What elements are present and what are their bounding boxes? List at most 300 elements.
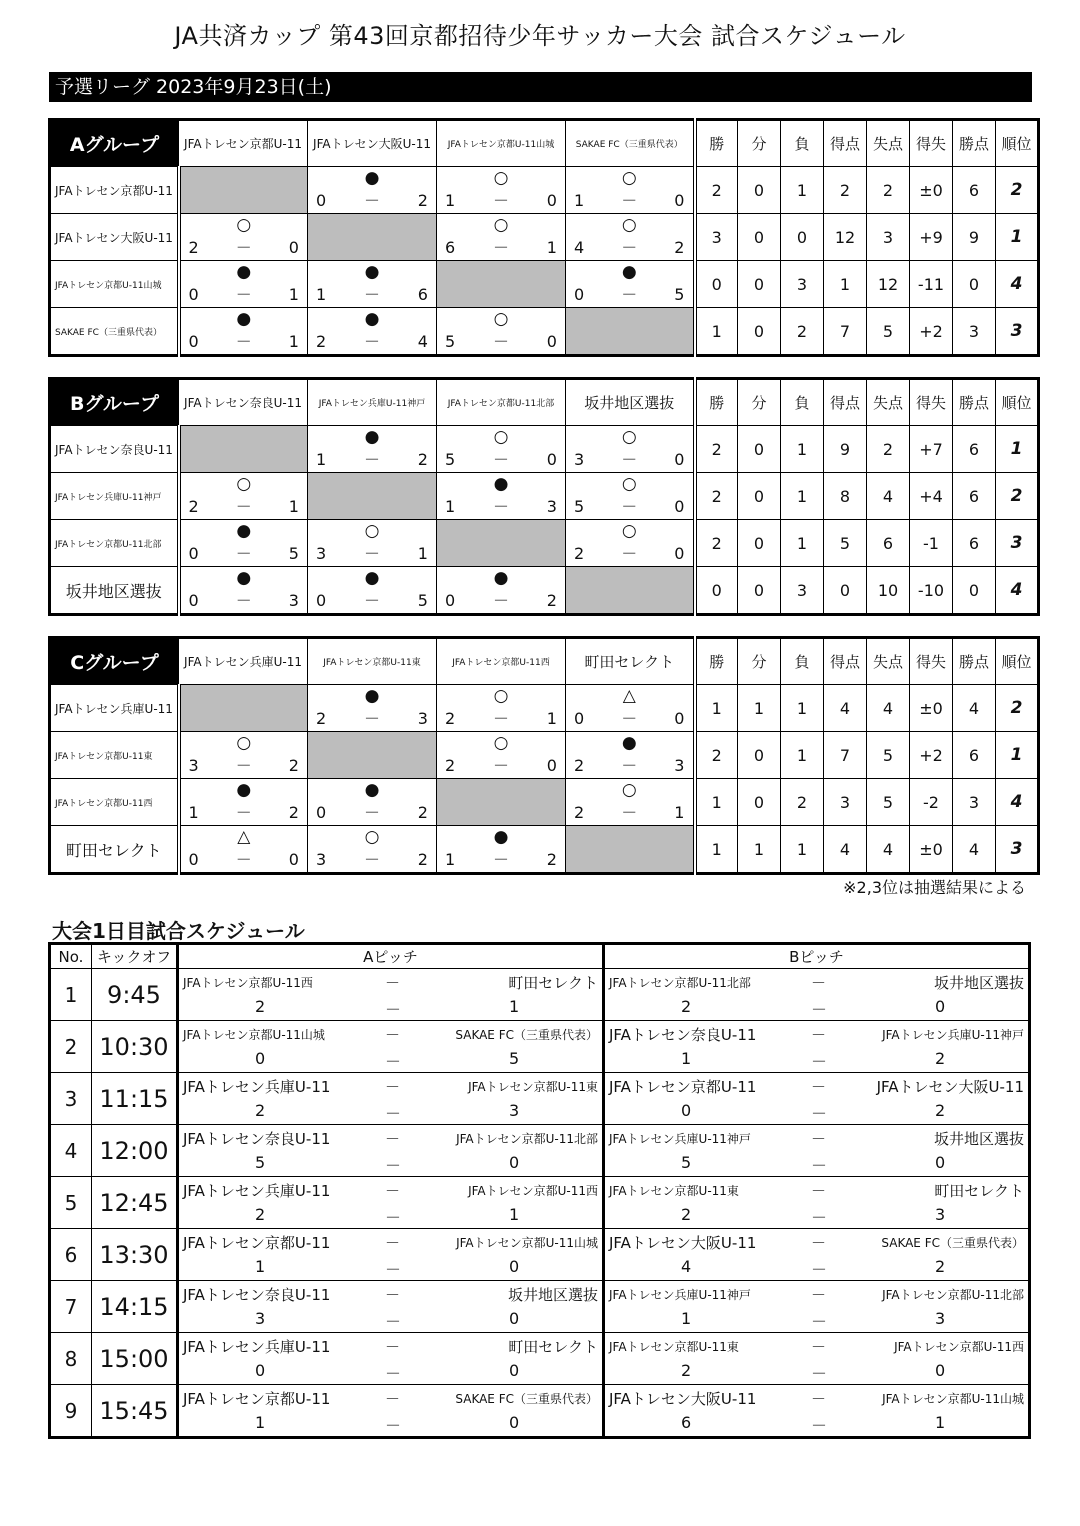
score-for: 4: [574, 238, 585, 257]
stat-value: +2: [910, 308, 953, 356]
header-pitch-a: Aピッチ: [178, 944, 604, 969]
score-against: 0: [674, 191, 685, 210]
score-dash: －: [235, 591, 252, 610]
score-dash: －: [492, 238, 509, 257]
score-against: 2: [417, 850, 428, 869]
score-dash: －: [385, 1208, 402, 1227]
result-mark: ○: [236, 474, 252, 494]
stat-header: 得失: [910, 120, 953, 167]
score-dash: －: [385, 1260, 402, 1279]
self-match-cell: [308, 732, 437, 779]
kickoff-time: 10:30: [92, 1021, 178, 1073]
score-dash: －: [235, 238, 252, 257]
away-team: JFAトレセン京都U-11東: [468, 1080, 598, 1094]
result-mark: ○: [493, 733, 509, 753]
header-no: No.: [50, 944, 92, 969]
match-result-cell: [179, 261, 308, 308]
header-kickoff: キックオフ: [92, 944, 178, 969]
score-for: 3: [316, 544, 327, 563]
match-result-cell: [566, 426, 695, 473]
score-dash: －: [811, 1364, 828, 1383]
score-dash: －: [385, 1416, 402, 1435]
self-match-cell: [179, 167, 308, 214]
group-header-team: JFAトレセン大阪U-11: [308, 120, 437, 167]
score-against: 1: [674, 803, 685, 822]
stat-value: 4: [953, 685, 996, 732]
score-dash: －: [621, 450, 638, 469]
score-dash: －: [492, 497, 509, 516]
pitch-a-match: [178, 1333, 604, 1385]
table-row: [50, 732, 1039, 779]
score-dash: －: [621, 709, 638, 728]
stat-value: 2: [695, 520, 738, 567]
stat-header: 失点: [867, 379, 910, 426]
stat-header: 失点: [867, 638, 910, 685]
score-for: 2: [316, 332, 327, 351]
score-against: 2: [546, 850, 557, 869]
stat-value: 5: [867, 308, 910, 356]
score-dash: －: [621, 544, 638, 563]
score-for: 5: [574, 497, 585, 516]
self-match-cell: [566, 567, 695, 615]
stat-value: -1: [910, 520, 953, 567]
result-mark: ●: [364, 568, 380, 588]
stat-header: 勝: [695, 638, 738, 685]
result-mark: ●: [493, 568, 509, 588]
vs-dash: －: [385, 974, 401, 992]
match-result-cell: [308, 426, 437, 473]
result-mark: ○: [493, 309, 509, 329]
stat-header: 負: [781, 379, 824, 426]
self-match-cell: [566, 826, 695, 874]
score-against: 2: [417, 191, 428, 210]
stat-header: 勝点: [953, 638, 996, 685]
stat-value: 0: [738, 732, 781, 779]
stat-value: 2: [695, 473, 738, 520]
rank-value: 2: [996, 167, 1039, 214]
away-team: JFAトレセン大阪U-11: [876, 1078, 1024, 1096]
home-team: JFAトレセン京都U-11東: [609, 1340, 739, 1354]
score-dash: －: [363, 450, 380, 469]
score-for: 0: [316, 803, 327, 822]
score-dash: －: [811, 1052, 828, 1071]
score-against: 1: [288, 332, 299, 351]
score-dash: －: [811, 1104, 828, 1123]
pitch-b-match: [604, 1125, 1030, 1177]
score-dash: －: [235, 850, 252, 869]
stat-value: 4: [824, 826, 867, 874]
stat-header: 得失: [910, 379, 953, 426]
match-result-cell: [566, 167, 695, 214]
stat-value: 2: [824, 167, 867, 214]
rank-value: 4: [996, 567, 1039, 615]
row-team-name: JFAトレセン京都U-11西: [50, 779, 179, 826]
match-result-cell: [179, 732, 308, 779]
result-mark: ●: [236, 521, 252, 541]
tiebreak-note: ※2,3位は抽選結果による: [843, 878, 1026, 897]
score-against: 3: [546, 497, 557, 516]
stat-value: 5: [824, 520, 867, 567]
pitch-b-match: [604, 1281, 1030, 1333]
score-for: 3: [316, 850, 327, 869]
stat-value: 0: [781, 214, 824, 261]
match-result-cell: [566, 685, 695, 732]
group-name: Aグループ: [50, 120, 179, 167]
result-mark: ○: [493, 686, 509, 706]
row-team-name: 坂井地区選抜: [50, 567, 179, 615]
away-score: 2: [935, 1049, 946, 1068]
stat-value: 6: [953, 473, 996, 520]
stat-value: 1: [781, 520, 824, 567]
home-team: JFAトレセン大阪U-11: [609, 1390, 757, 1408]
match-result-cell: [308, 261, 437, 308]
score-dash: －: [811, 1416, 828, 1435]
stat-value: 0: [738, 308, 781, 356]
pitch-a-match: [178, 1073, 604, 1125]
match-result-cell: [308, 567, 437, 615]
score-for: 2: [574, 803, 585, 822]
score-dash: －: [385, 1000, 402, 1019]
result-mark: ○: [364, 827, 380, 847]
stat-value: 1: [781, 473, 824, 520]
pitch-a-match: [178, 1125, 604, 1177]
stat-header: 勝: [695, 379, 738, 426]
page-title: JA共済カップ 第43回京都招待少年サッカー大会 試合スケジュール: [174, 22, 906, 50]
vs-dash: －: [811, 1078, 827, 1096]
stat-value: 9: [824, 426, 867, 473]
score-for: 1: [316, 285, 327, 304]
stat-value: 6: [953, 426, 996, 473]
schedule-row: [50, 969, 1030, 1021]
result-mark: ●: [364, 686, 380, 706]
vs-dash: －: [811, 974, 827, 992]
stat-value: 0: [824, 567, 867, 615]
stat-header: 分: [738, 120, 781, 167]
score-for: 5: [445, 332, 456, 351]
home-score: 1: [255, 1413, 266, 1432]
away-team: 町田セレクト: [508, 974, 598, 992]
table-row: [50, 520, 1039, 567]
score-against: 2: [417, 803, 428, 822]
stat-value: -2: [910, 779, 953, 826]
score-dash: －: [811, 1000, 828, 1019]
score-dash: －: [363, 191, 380, 210]
rank-value: 4: [996, 779, 1039, 826]
result-mark: △: [237, 827, 251, 847]
pitch-b-match: [604, 1229, 1030, 1281]
score-dash: －: [811, 1208, 828, 1227]
home-score: 1: [681, 1049, 692, 1068]
score-against: 0: [674, 497, 685, 516]
group-header-team: JFAトレセン京都U-11山城: [437, 120, 566, 167]
stat-value: 12: [824, 214, 867, 261]
self-match-cell: [437, 261, 566, 308]
group-table: [48, 118, 1040, 357]
pitch-b-match: [604, 1385, 1030, 1438]
stat-header: 得点: [824, 120, 867, 167]
score-against: 1: [288, 497, 299, 516]
stat-value: 0: [953, 567, 996, 615]
kickoff-time: 12:45: [92, 1177, 178, 1229]
home-team: JFAトレセン京都U-11東: [609, 1184, 739, 1198]
stat-value: 1: [781, 426, 824, 473]
match-result-cell: [437, 567, 566, 615]
schedule-row: [50, 1385, 1030, 1438]
stat-header: 勝点: [953, 379, 996, 426]
score-for: 1: [316, 450, 327, 469]
kickoff-time: 13:30: [92, 1229, 178, 1281]
match-no: 6: [50, 1229, 92, 1281]
row-team-name: SAKAE FC（三重県代表）: [50, 308, 179, 356]
away-team: JFAトレセン京都U-11西: [894, 1340, 1024, 1354]
vs-dash: －: [385, 1078, 401, 1096]
stat-value: 7: [824, 308, 867, 356]
row-team-name: JFAトレセン京都U-11東: [50, 732, 179, 779]
home-team: JFAトレセン大阪U-11: [609, 1234, 757, 1252]
score-for: 2: [188, 238, 199, 257]
home-score: 4: [681, 1257, 692, 1276]
stat-value: 1: [781, 685, 824, 732]
away-score: 0: [509, 1361, 520, 1380]
stat-value: 0: [738, 426, 781, 473]
away-team: 坂井地区選抜: [933, 1130, 1024, 1148]
home-score: 5: [681, 1153, 692, 1172]
away-team: 町田セレクト: [934, 1182, 1024, 1200]
home-score: 3: [255, 1309, 266, 1328]
score-dash: －: [235, 803, 252, 822]
score-against: 0: [674, 709, 685, 728]
self-match-cell: [437, 520, 566, 567]
home-team: JFAトレセン兵庫U-11神戸: [609, 1132, 751, 1146]
match-result-cell: [179, 779, 308, 826]
schedule-row: [50, 1177, 1030, 1229]
table-row: [50, 214, 1039, 261]
away-team: SAKAE FC（三重県代表）: [455, 1028, 598, 1042]
score-dash: －: [621, 497, 638, 516]
stat-value: 6: [953, 520, 996, 567]
away-team: 坂井地区選抜: [933, 974, 1024, 992]
away-score: 0: [509, 1413, 520, 1432]
score-against: 6: [417, 285, 428, 304]
away-team: JFAトレセン京都U-11西: [468, 1184, 598, 1198]
score-for: 0: [188, 285, 199, 304]
home-score: 0: [681, 1101, 692, 1120]
result-mark: ○: [621, 474, 637, 494]
score-dash: －: [811, 1312, 828, 1331]
score-against: 1: [417, 544, 428, 563]
vs-dash: －: [385, 1286, 401, 1304]
vs-dash: －: [811, 1390, 827, 1408]
stat-value: 4: [867, 826, 910, 874]
stat-value: 0: [738, 520, 781, 567]
table-row: [50, 473, 1039, 520]
stat-value: 1: [738, 685, 781, 732]
stat-value: 1: [695, 685, 738, 732]
match-no: 8: [50, 1333, 92, 1385]
away-team: JFAトレセン京都U-11北部: [456, 1132, 598, 1146]
score-for: 3: [188, 756, 199, 775]
stat-value: 0: [695, 261, 738, 308]
stat-value: 0: [738, 473, 781, 520]
stat-value: +7: [910, 426, 953, 473]
pitch-b-match: [604, 1333, 1030, 1385]
table-row: [50, 685, 1039, 732]
stat-value: 1: [781, 167, 824, 214]
schedule-row: [50, 1021, 1030, 1073]
table-row: [50, 167, 1039, 214]
self-match-cell: [437, 779, 566, 826]
group-header-team: JFAトレセン兵庫U-11: [179, 638, 308, 685]
match-result-cell: [566, 732, 695, 779]
vs-dash: －: [811, 1130, 827, 1148]
home-score: 2: [681, 1205, 692, 1224]
row-team-name: JFAトレセン京都U-11: [50, 167, 179, 214]
match-no: 7: [50, 1281, 92, 1333]
vs-dash: －: [811, 1234, 827, 1252]
score-dash: －: [363, 591, 380, 610]
table-row: [50, 779, 1039, 826]
result-mark: ○: [621, 168, 637, 188]
match-no: 9: [50, 1385, 92, 1438]
score-dash: －: [621, 803, 638, 822]
stat-value: 2: [781, 779, 824, 826]
pitch-b-match: [604, 1177, 1030, 1229]
away-team: JFAトレセン京都U-11山城: [882, 1392, 1024, 1406]
vs-dash: －: [811, 1338, 827, 1356]
result-mark: ○: [236, 733, 252, 753]
stat-value: 2: [695, 732, 738, 779]
away-team: SAKAE FC（三重県代表）: [881, 1236, 1024, 1250]
rank-value: 1: [996, 214, 1039, 261]
match-result-cell: [179, 214, 308, 261]
match-result-cell: [566, 779, 695, 826]
schedule-row: [50, 1125, 1030, 1177]
score-dash: －: [363, 803, 380, 822]
stat-value: 2: [695, 426, 738, 473]
group-table: [48, 377, 1040, 616]
score-for: 1: [445, 850, 456, 869]
score-against: 1: [288, 285, 299, 304]
score-against: 5: [417, 591, 428, 610]
result-mark: ●: [364, 262, 380, 282]
self-match-cell: [566, 308, 695, 356]
home-score: 6: [681, 1413, 692, 1432]
group-header-team: 坂井地区選抜: [566, 379, 695, 426]
group-name: Bグループ: [50, 379, 179, 426]
score-for: 3: [574, 450, 585, 469]
stat-value: 1: [738, 826, 781, 874]
away-score: 3: [935, 1205, 946, 1224]
score-for: 0: [574, 285, 585, 304]
score-dash: －: [235, 497, 252, 516]
score-against: 2: [417, 450, 428, 469]
stat-value: -10: [910, 567, 953, 615]
self-match-cell: [308, 473, 437, 520]
result-mark: ●: [364, 780, 380, 800]
stat-value: +2: [910, 732, 953, 779]
away-score: 0: [935, 1153, 946, 1172]
away-score: 0: [509, 1257, 520, 1276]
pitch-b-match: [604, 1073, 1030, 1125]
away-score: 0: [509, 1309, 520, 1328]
score-against: 5: [674, 285, 685, 304]
score-for: 1: [445, 191, 456, 210]
score-for: 0: [188, 544, 199, 563]
stat-header: 分: [738, 638, 781, 685]
score-for: 0: [316, 191, 327, 210]
pitch-a-match: [178, 1177, 604, 1229]
match-result-cell: [308, 167, 437, 214]
score-for: 2: [445, 709, 456, 728]
score-dash: －: [811, 1260, 828, 1279]
stat-value: 6: [953, 167, 996, 214]
score-dash: －: [385, 1312, 402, 1331]
score-dash: －: [235, 285, 252, 304]
home-team: JFAトレセン奈良U-11: [183, 1130, 331, 1148]
stat-value: 1: [695, 308, 738, 356]
schedule-row: [50, 1073, 1030, 1125]
stat-value: 3: [781, 261, 824, 308]
stat-value: 2: [867, 167, 910, 214]
stat-value: 4: [824, 685, 867, 732]
score-dash: －: [235, 544, 252, 563]
row-team-name: JFAトレセン奈良U-11: [50, 426, 179, 473]
stat-value: 12: [867, 261, 910, 308]
stat-value: 6: [953, 732, 996, 779]
match-no: 1: [50, 969, 92, 1021]
rank-value: 1: [996, 732, 1039, 779]
row-team-name: JFAトレセン兵庫U-11神戸: [50, 473, 179, 520]
score-against: 0: [674, 544, 685, 563]
away-team: JFAトレセン京都U-11北部: [882, 1288, 1024, 1302]
score-dash: －: [363, 544, 380, 563]
pitch-a-match: [178, 1229, 604, 1281]
rank-value: 3: [996, 520, 1039, 567]
stat-value: 3: [781, 567, 824, 615]
pitch-b-match: [604, 969, 1030, 1021]
score-dash: －: [363, 850, 380, 869]
vs-dash: －: [385, 1026, 401, 1044]
match-result-cell: [437, 685, 566, 732]
group-header-team: JFAトレセン兵庫U-11神戸: [308, 379, 437, 426]
stat-header: 順位: [996, 120, 1039, 167]
home-team: JFAトレセン兵庫U-11: [183, 1078, 331, 1096]
stat-value: 0: [738, 214, 781, 261]
group-header-team: JFAトレセン京都U-11北部: [437, 379, 566, 426]
result-mark: ○: [493, 215, 509, 235]
stat-header: 失点: [867, 120, 910, 167]
kickoff-time: 14:15: [92, 1281, 178, 1333]
score-dash: －: [385, 1052, 402, 1071]
score-dash: －: [492, 709, 509, 728]
stat-value: 2: [781, 308, 824, 356]
rank-value: 3: [996, 826, 1039, 874]
vs-dash: －: [811, 1182, 827, 1200]
stat-value: 0: [695, 567, 738, 615]
match-result-cell: [437, 426, 566, 473]
home-team: JFAトレセン奈良U-11: [609, 1026, 757, 1044]
result-mark: ●: [621, 733, 637, 753]
stat-value: 2: [867, 426, 910, 473]
home-score: 2: [681, 997, 692, 1016]
score-against: 0: [546, 756, 557, 775]
score-against: 2: [288, 803, 299, 822]
stat-value: 3: [695, 214, 738, 261]
match-result-cell: [179, 473, 308, 520]
stat-header: 勝: [695, 120, 738, 167]
match-result-cell: [179, 308, 308, 356]
score-against: 5: [288, 544, 299, 563]
